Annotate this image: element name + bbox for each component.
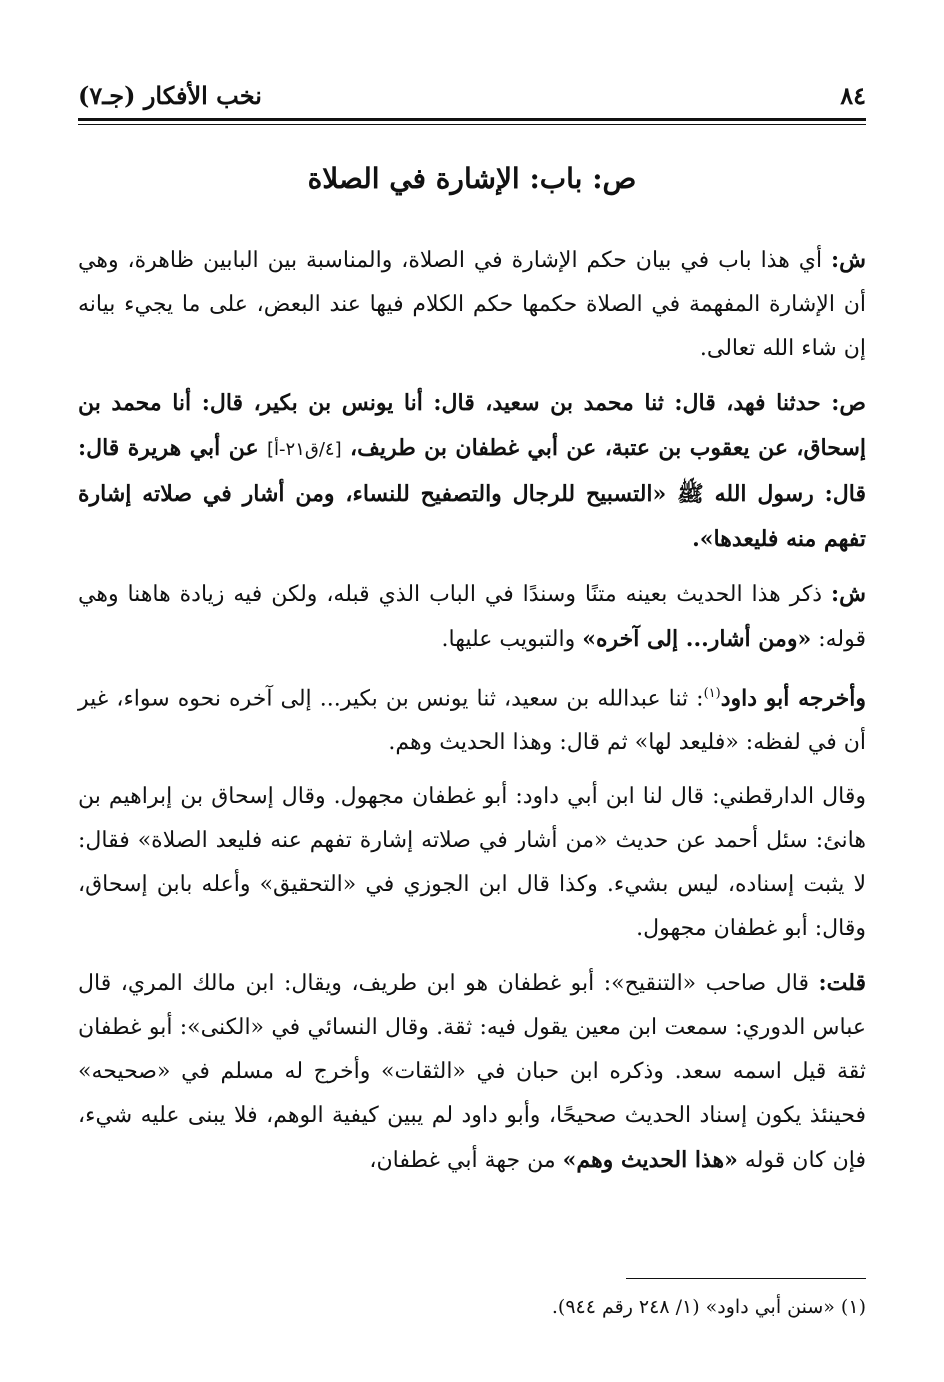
paragraph-commentary-2 bbox=[78, 572, 866, 662]
paragraph-commentary-1 bbox=[78, 238, 866, 371]
paragraph-abu-dawud bbox=[78, 672, 866, 765]
running-header bbox=[78, 70, 866, 110]
main-text bbox=[78, 238, 866, 1193]
isnad-text-2: عن أبي هريرة قال: قال: رسول الله ﷺ bbox=[78, 435, 866, 507]
manuscript-reference: [٤/ق٢١-أ] bbox=[267, 439, 342, 460]
paragraph-lead: ش: bbox=[831, 581, 866, 607]
header-rule-thick bbox=[78, 118, 866, 121]
page-number: ٨٤ bbox=[840, 81, 866, 110]
paragraph-lead: قلت: bbox=[818, 970, 866, 997]
paragraph-daraqutni bbox=[78, 775, 866, 951]
paragraph-lead: ص: bbox=[831, 390, 866, 416]
paragraph-text-2: من جهة أبي غطفان، bbox=[369, 1148, 563, 1174]
paragraph-lead: وأخرجه أبو داود bbox=[720, 685, 867, 712]
quoted-phrase: «ومن أشار... إلى آخره» bbox=[582, 626, 812, 652]
paragraph-text: ذكر هذا الحديث بعينه متنًا وسندًا في الباب الذي قبله، ولكن فيه زيادة هاهنا وهي قوله: bbox=[78, 582, 866, 652]
footnote-rule bbox=[626, 1278, 866, 1279]
paragraph-text: أي هذا باب في بيان حكم الإشارة في الصلاة، والمناسبة بين البابين ظاهرة، وهي أن الإشارة المفهمة في الصلاة حكمها حكم الكلام فيها عند البعض، على ما يجيء بيانه إن شاء الله تعالى. bbox=[78, 248, 866, 361]
paragraph-text: : ثنا عبدالله بن سعيد، ثنا يونس بن بكير... إلى آخره نحوه سواء، غير أن في لفظه: «فليعد لها» ثم قال: وهذا الحديث وهم. bbox=[78, 686, 866, 756]
book-title: نخب الأفكار (جـ٧) bbox=[78, 81, 262, 110]
quoted-phrase: «هذا الحديث وهم» bbox=[562, 1147, 738, 1174]
paragraph-hadith bbox=[78, 381, 866, 562]
header-rule-thin bbox=[78, 124, 866, 125]
paragraph-text: قال صاحب «التنقيح»: أبو غطفان هو ابن طريف، ويقال: ابن مالك المري، قال عباس الدوري: سمعت ابن معين يقول فيه: ثقة. وقال النسائي في «الكنى»: أبو غطفان ثقة قيل اسمه سعد. وذكره ابن حبان في «الثقات» وأخرج له مسلم في «صحيحه» فحينئذ يكون إسناد الحديث صحيحًا، وأبو داود لم يبين كيفية الوهم، فلا يبنى عليه شيء، فإن كان قوله bbox=[78, 971, 866, 1174]
paragraph-text-2: والتبويب عليها. bbox=[441, 627, 583, 652]
paragraph-text: وقال الدارقطني: قال لنا ابن أبي داود: أبو غطفان مجهول. وقال إسحاق بن إبراهيم بن هانئ: سئل أحمد عن حديث «من أشار في صلاته إشارة تفهم عنه فليعد الصلاة» فقال: لا يثبت إسناده، ليس بشيء. وكذا قال ابن الجوزي في «التحقيق» وأعله بابن إسحاق، وقال: أبو غطفان مجهول. bbox=[78, 784, 866, 942]
footnote: (١) «سنن أبي داود» (١/ ٢٤٨ رقم ٩٤٤). bbox=[551, 1296, 866, 1318]
chapter-title: ص: باب: الإشارة في الصلاة bbox=[307, 162, 637, 195]
isnad-text: حدثنا فهد، قال: ثنا محمد بن سعيد، قال: أنا يونس بن بكير، قال: أنا محمد بن إسحاق، عن يعقوب بن عتبة، عن أبي غطفان بن طريف، bbox=[78, 390, 867, 461]
hadith-quote: «التسبيح للرجال والتصفيح للنساء، ومن أشار في صلاته إشارة تفهم منه فليعدها». bbox=[78, 481, 866, 552]
footnote-marker: (١) bbox=[703, 686, 721, 701]
paragraph-qultu bbox=[78, 961, 866, 1183]
paragraph-lead: ش: bbox=[831, 247, 866, 273]
